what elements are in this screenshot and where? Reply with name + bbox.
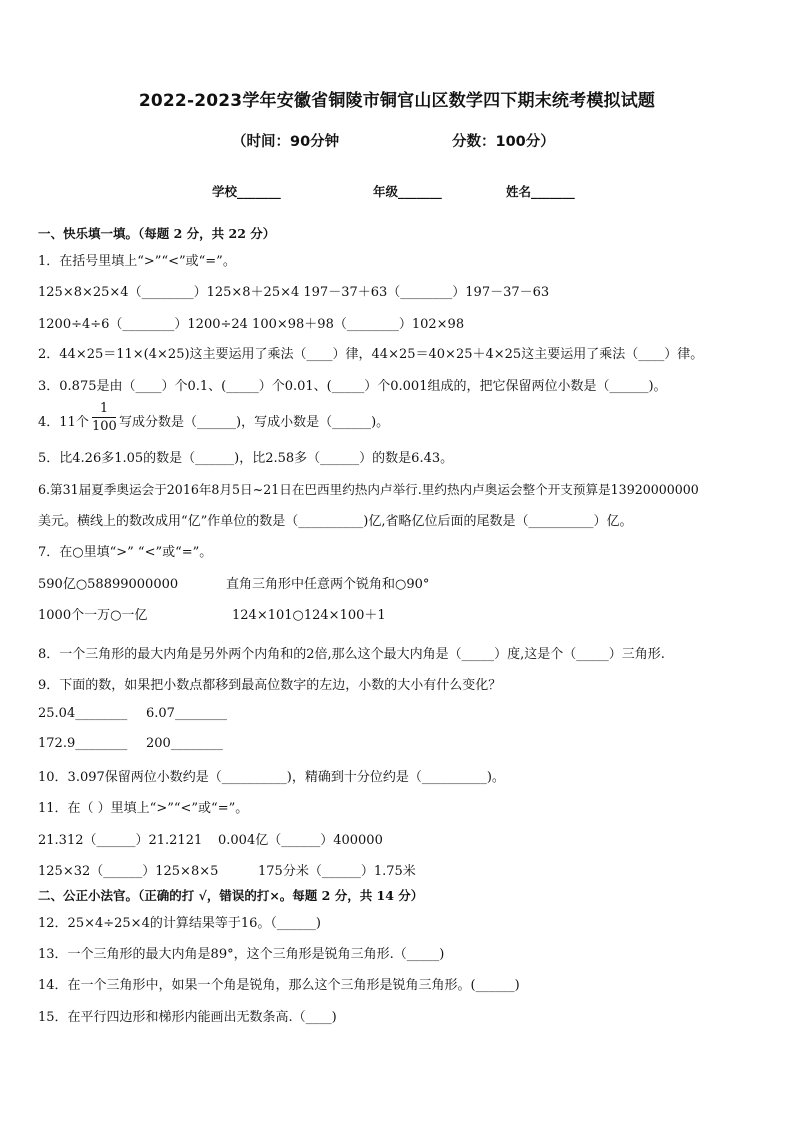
question-14: 14．在一个三角形中，如果一个角是锐角，那么这个三角形是锐角三角形。(______) (38, 978, 520, 993)
exam-title: 2022-2023学年安徽省铜陵市铜官山区数学四下期末统考模拟试题 (138, 91, 656, 111)
question-3: 3．0.875是由（____）个0.1、(_____）个0.01、(_____）个0.001组成的，把它保留两位小数是（______)。 (38, 379, 667, 394)
question-10: 10．3.097保留两位小数约是（__________)，精确到十分位约是（__________)。 (38, 770, 505, 785)
question-7-item4: 124×101○124×100＋1 (232, 608, 386, 623)
fraction-denominator: 100 (92, 419, 117, 434)
question-9-item1: 25.04________ (38, 706, 128, 721)
question-9-item3: 172.9________ (38, 736, 128, 751)
question-7-item2: 直角三角形中任意两个锐角和○90° (226, 577, 430, 592)
question-12: 12．25×4÷25×4的计算结果等于16。（______) (38, 916, 321, 931)
fraction-numerator: 1 (92, 400, 116, 418)
question-11-item2: 0.004亿（______）400000 (218, 833, 383, 848)
question-7-item3: 1000个一万○一亿 (38, 608, 148, 623)
question-2: 2．44×25＝11×(4×25)这主要运用了乘法（____）律，44×25＝40×25＋4×25这主要运用了乘法（____）律。 (38, 347, 704, 362)
question-11-item4: 175分米（______）1.75米 (258, 864, 416, 879)
question-1-row2: 1200÷4÷6（________）1200÷24 100×98＋98（________）102×98 (38, 317, 465, 332)
question-9-item4: 200________ (146, 736, 223, 751)
name-field: 姓名_______ (506, 184, 575, 199)
question-11-item3: 125×32（______）125×8×5 (38, 864, 219, 879)
question-4-suffix: 写成分数是（______)，写成小数是（______)。 (119, 415, 390, 430)
question-1-row1: 125×8×25×4（________）125×8＋25×4 197－37＋63（________）197－37－63 (38, 285, 550, 300)
section1-heading: 一、快乐填一填。（每题 2 分，共 22 分） (38, 226, 276, 241)
school-field: 学校_______ (212, 184, 281, 199)
question-11-item1: 21.312（______）21.2121 (38, 833, 203, 848)
question-11: 11．在（ ）里填上“>”“<”或“=”。 (38, 801, 249, 816)
question-15: 15．在平行四边形和梯形内能画出无数条高.（____) (38, 1010, 337, 1025)
grade-field: 年级_______ (373, 184, 442, 199)
question-4-prefix: 4．11个 (38, 415, 89, 430)
question-7-item1: 590亿○58899000000 (38, 577, 179, 592)
section2-heading: 二、公正小法官。（正确的打 √，错误的打×。每题 2 分，共 14 分） (38, 888, 424, 903)
question-9-item2: 6.07________ (146, 706, 227, 721)
question-1: 1．在括号里填上“>”“<”或“=”。 (38, 254, 236, 269)
question-13: 13．一个三角形的最大内角是89°，这个三角形是锐角三角形.（_____) (38, 947, 445, 962)
question-8: 8．一个三角形的最大内角是另外两个内角和的2倍,那么这个最大内角是（_____）度,这是个（_____）三角形. (38, 647, 665, 662)
question-5: 5．比4.26多1.05的数是（______)，比2.58多（______）的数是6.43。 (38, 451, 454, 466)
question-7: 7．在○里填“>” “<”或“=”。 (38, 545, 213, 560)
question-4-fraction (92, 400, 116, 435)
question-6-line2: 美元。横线上的数改成用“亿”作单位的数是（__________)亿,省略亿位后面的尾数是（__________）亿。 (38, 514, 633, 529)
question-6-line1: 6.第31届夏季奥运会于2016年8月5日~21日在巴西里约热内卢举行.里约热内卢奥运会整个开支预算是13920000000 (38, 482, 699, 497)
question-9: 9．下面的数，如果把小数点都移到最高位数字的左边，小数的大小有什么变化？ (38, 678, 502, 693)
total-score: 分数：100分） (452, 134, 555, 150)
time-limit: （时间：90分钟 (232, 134, 340, 150)
